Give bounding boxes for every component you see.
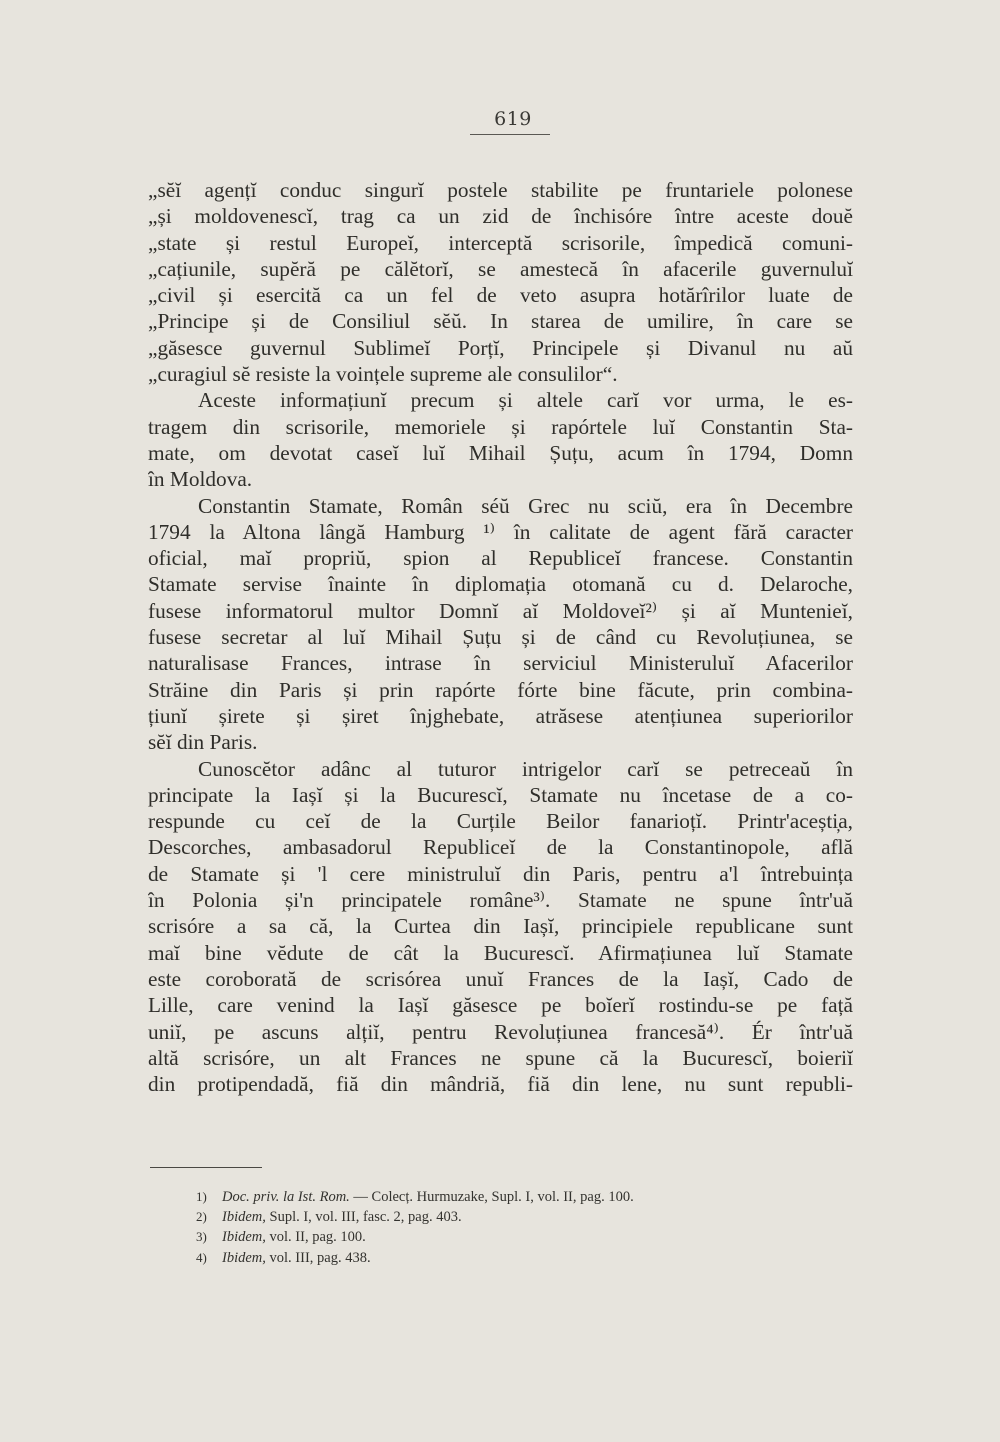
footnote-number: 4) [196, 1249, 207, 1265]
footnote-source: Ibidem, [222, 1249, 266, 1266]
text-line: „și moldovenescĭ, trag ca un zid de închisóre între aceste douĕ [148, 204, 853, 229]
text-line: fusese secretar al luĭ Mihail Șuțu și de când cu Revoluțiunea, se [148, 625, 853, 650]
text-line: „state și restul Europeĭ, interceptă scrisorile, împedică comuni- [148, 230, 853, 255]
page-number: 619 [494, 108, 532, 130]
text-line: scrisóre a sa că, la Curtea din Iașĭ, principiele republicane sunt [148, 914, 853, 939]
page-number-underline [470, 134, 550, 135]
text-line: în Polonia și'n principatele române³⁾. Stamate ne spune într'uă [148, 888, 853, 913]
text-line: „Principe și de Consiliul sĕŭ. In starea de umilire, în care se [148, 309, 853, 334]
footnote-number: 3) [196, 1229, 207, 1245]
footnote-number: 1) [196, 1189, 207, 1204]
text-line: Descorches, ambasadorul Republiceĭ de la Constantinopole, află [148, 835, 853, 860]
text-line: este coroborată de scrisórea unuĭ Frances de la Iașĭ, Cado de [148, 966, 853, 991]
footnote-reference: Supl. I, vol. III, fasc. 2, pag. 403. [265, 1209, 462, 1226]
footnote-source: Ibidem, [222, 1209, 266, 1226]
text-line: uniĭ, pe ascuns alțiĭ, pentru Revoluțiunea francesă⁴⁾. Ér într'uă [148, 1019, 853, 1044]
text-line: „curagiul sĕ resiste la voințele supreme ale consulilor“. [148, 362, 618, 387]
text-line: sĕĭ din Paris. [148, 730, 258, 755]
text-line: 1794 la Altona lângă Hamburg ¹⁾ în calitate de agent fără caracter [148, 519, 853, 544]
text-line: Cunoscĕtor adânc al tuturor intrigelor carĭ se petreceaŭ în [198, 756, 853, 781]
text-line: „găsesce guvernul Sublimeĭ Porțĭ, Principele și Divanul nu aŭ [148, 335, 853, 360]
text-line: Constantin Stamate, Român séŭ Grec nu sciŭ, era în Decembre [198, 493, 853, 518]
body-text [148, 177, 853, 1097]
text-line: Aceste informațiunĭ precum și altele carĭ vor urma, le es- [198, 388, 853, 413]
footnotes [196, 1187, 816, 1268]
footnote-reference: — Colecț. Hurmuzake, Supl. I, vol. II, pag. 100. [349, 1189, 634, 1205]
text-line: „sĕĭ agențĭ conduc singurĭ postele stabilite pe fruntariele polonese [148, 178, 853, 202]
text-line: naturalisase Frances, intrase în serviciul Ministeruluĭ Afacerilor [148, 651, 853, 676]
text-line: de Stamate și 'l cere ministruluĭ din Paris, pentru a'l întrebuința [148, 861, 853, 886]
text-line: respunde cu ceĭ de la Curțile Beilor fanarioțĭ. Printr'acești̦a, [148, 809, 853, 834]
text-line: Străine din Paris și prin rapórte fórte bine făcute, prin combina- [148, 677, 853, 702]
text-line: altă scrisóre, un alt Frances ne spune că la Bucurescĭ, boierіĭ [148, 1045, 853, 1070]
footnote-reference: vol. III, pag. 438. [265, 1249, 371, 1266]
text-line: țiunĭ șirete și șiret înjghebate, atrăsese atențiunea superiorilor [148, 703, 853, 728]
text-line: „civil și esercită ca un fel de veto asupra hotărîrilor luate de [148, 283, 853, 308]
text-line: Stamate servise înainte în diplomația otomană cu d. Delaroche, [148, 572, 853, 597]
text-line: oficial, maĭ propriŭ, spion al Republiceĭ francese. Constantin [148, 546, 853, 571]
text-line: maĭ bine vĕdute de cât la Bucurescĭ. Afirmațiunea luĭ Stamate [148, 940, 853, 965]
footnote [196, 1187, 816, 1207]
footnote-number: 2) [196, 1209, 207, 1225]
text-line: „cațiunile, supĕră pe călĕtorĭ, se amestecă în afacerile guvernuluĭ [148, 256, 853, 281]
footnote-separator [150, 1167, 262, 1168]
text-line: mate, om devotat caseĭ luĭ Mihail Șuțu, acum în 1794, Domn [148, 440, 853, 465]
footnote-source: Doc. priv. la Ist. Rom. [222, 1189, 350, 1205]
footnote-source: Ibidem, [222, 1229, 266, 1246]
text-line: din protipendadă, fiă din mândriă, fiă din lene, nu sunt republi- [148, 1072, 853, 1097]
text-line: fusese informatorul multor Domnĭ aĭ Moldoveĭ²⁾ și aĭ Munteniеĭ, [148, 598, 853, 623]
footnote [196, 1227, 816, 1247]
footnote [196, 1207, 816, 1227]
footnote [196, 1248, 816, 1268]
text-line: principate la Iașĭ și la Bucurescĭ, Stamate nu încetase de a co- [148, 782, 853, 807]
footnote-reference: vol. II, pag. 100. [265, 1229, 366, 1246]
text-line: Lille, care venind la Iașĭ găsesce pe boĭerĭ rostindu-se pe față [148, 993, 853, 1018]
text-line: tragem din scrisorile, memoriele și rapórtele luĭ Constantin Sta- [148, 414, 853, 439]
text-line: în Moldova. [148, 467, 253, 492]
